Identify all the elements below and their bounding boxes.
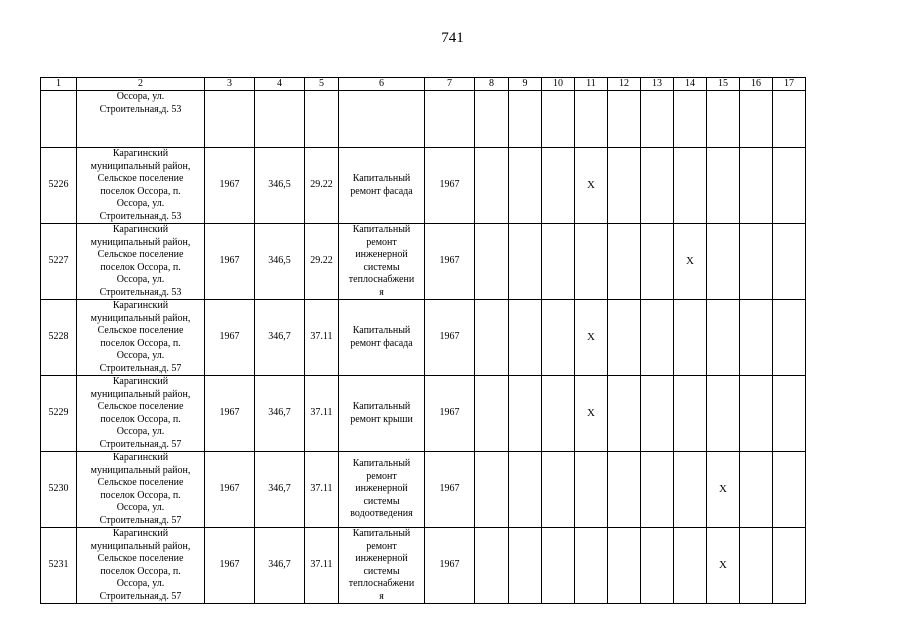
cell-mark-11	[575, 452, 608, 528]
cell-col-16	[740, 376, 773, 452]
cell-col-8	[475, 376, 509, 452]
column-number-3: 3	[205, 78, 255, 91]
column-number-2: 2	[77, 78, 205, 91]
column-number-4: 4	[255, 78, 305, 91]
cell-year-planned: 1967	[425, 224, 475, 300]
cell-mark-15: X	[707, 528, 740, 604]
cell-cost: 29.22	[305, 148, 339, 224]
cell-col-16	[740, 148, 773, 224]
cell-address: Карагинский муниципальный район, Сельское поселение поселок Оссора, п. Оссора, ул. Строительная,д. 57	[77, 300, 205, 376]
cell-col-9	[509, 300, 542, 376]
cell-mark-11: X	[575, 300, 608, 376]
cell-mark-11: X	[575, 148, 608, 224]
cell-mark-14: X	[674, 224, 707, 300]
column-number-6: 6	[339, 78, 425, 91]
cell-col-13	[641, 376, 674, 452]
cell-mark-14	[674, 452, 707, 528]
page-number: 741	[441, 30, 464, 46]
cell-mark-14	[674, 528, 707, 604]
cell-year: 1967	[205, 528, 255, 604]
cell-col-13	[641, 148, 674, 224]
cell-col-16	[740, 224, 773, 300]
cell-cost: 29.22	[305, 224, 339, 300]
cell-year: 1967	[205, 148, 255, 224]
column-number-7: 7	[425, 78, 475, 91]
cell-work-type: Капитальный ремонт инженерной системы теплоснабжени я	[339, 528, 425, 604]
cell-col-10	[542, 528, 575, 604]
cell-col-8	[475, 224, 509, 300]
cell-col-8	[475, 452, 509, 528]
cell-col-16	[740, 528, 773, 604]
cell-col-13	[641, 528, 674, 604]
cell-mark-14	[674, 148, 707, 224]
cell-area: 346,5	[255, 148, 305, 224]
cell-cost: 37.11	[305, 300, 339, 376]
column-number-9: 9	[509, 78, 542, 91]
table-row	[41, 528, 806, 604]
cell-col-12	[608, 452, 641, 528]
cell-year-planned: 1967	[425, 376, 475, 452]
column-number-17: 17	[773, 78, 806, 91]
cell-col-9	[509, 452, 542, 528]
cell-year-planned: 1967	[425, 148, 475, 224]
column-number-10: 10	[542, 78, 575, 91]
table-row	[41, 224, 806, 300]
cell-address	[77, 91, 205, 148]
cell-year-planned: 1967	[425, 300, 475, 376]
cell-cost: 37.11	[305, 452, 339, 528]
table-row	[41, 452, 806, 528]
cell-col-12	[608, 300, 641, 376]
cell-col-8	[475, 300, 509, 376]
cell-col-9	[509, 376, 542, 452]
cell-area: 346,5	[255, 224, 305, 300]
column-number-16: 16	[740, 78, 773, 91]
cell-col-16	[740, 300, 773, 376]
cell-address: Карагинский муниципальный район, Сельское поселение поселок Оссора, п. Оссора, ул. Строительная,д. 57	[77, 452, 205, 528]
cell-col-9	[509, 528, 542, 604]
cell-number: 5226	[41, 148, 77, 224]
continuation-row	[41, 91, 806, 148]
cell-number: 5230	[41, 452, 77, 528]
cell-number: 5231	[41, 528, 77, 604]
address-text: Оссора, ул. Строительная,д. 53	[99, 91, 182, 115]
cell-mark-15	[707, 300, 740, 376]
cell-col-8	[475, 148, 509, 224]
register-table	[40, 77, 806, 604]
cell-work-type: Капитальный ремонт фасада	[339, 300, 425, 376]
cell-address: Карагинский муниципальный район, Сельское поселение поселок Оссора, п. Оссора, ул. Строительная,д. 57	[77, 376, 205, 452]
cell-col-17	[773, 452, 806, 528]
cell-col-17	[773, 224, 806, 300]
cell-col-13	[641, 224, 674, 300]
cell-num	[41, 91, 77, 148]
column-number-8: 8	[475, 78, 509, 91]
cell-col-17	[773, 376, 806, 452]
cell-address: Карагинский муниципальный район, Сельское поселение поселок Оссора, п. Оссора, ул. Строительная,д. 53	[77, 148, 205, 224]
cell-year: 1967	[205, 452, 255, 528]
cell-area: 346,7	[255, 300, 305, 376]
cell-address: Карагинский муниципальный район, Сельское поселение поселок Оссора, п. Оссора, ул. Строительная,д. 53	[77, 224, 205, 300]
cell-area: 346,7	[255, 452, 305, 528]
cell-col-13	[641, 452, 674, 528]
cell-mark-15	[707, 376, 740, 452]
cell-work-type: Капитальный ремонт инженерной системы теплоснабжени я	[339, 224, 425, 300]
cell-col-8	[475, 528, 509, 604]
cell-mark-15	[707, 224, 740, 300]
cell-year-planned: 1967	[425, 452, 475, 528]
cell-mark-14	[674, 376, 707, 452]
cell-col-16	[740, 452, 773, 528]
cell-mark-15: X	[707, 452, 740, 528]
cell-year-planned: 1967	[425, 528, 475, 604]
cell-mark-11	[575, 224, 608, 300]
cell-col-12	[608, 528, 641, 604]
cell-address: Карагинский муниципальный район, Сельское поселение поселок Оссора, п. Оссора, ул. Строительная,д. 57	[77, 528, 205, 604]
column-number-14: 14	[674, 78, 707, 91]
cell-col-10	[542, 376, 575, 452]
column-number-1: 1	[41, 78, 77, 91]
cell-work-type: Капитальный ремонт инженерной системы водоотведения	[339, 452, 425, 528]
column-number-13: 13	[641, 78, 674, 91]
column-number-12: 12	[608, 78, 641, 91]
cell-cost: 37.11	[305, 528, 339, 604]
cell-col-12	[608, 224, 641, 300]
cell-year: 1967	[205, 376, 255, 452]
cell-area: 346,7	[255, 376, 305, 452]
cell-col-9	[509, 148, 542, 224]
cell-col-10	[542, 148, 575, 224]
column-number-5: 5	[305, 78, 339, 91]
cell-year: 1967	[205, 300, 255, 376]
table-row	[41, 148, 806, 224]
cell-year: 1967	[205, 224, 255, 300]
column-number-15: 15	[707, 78, 740, 91]
cell-col-10	[542, 224, 575, 300]
cell-area: 346,7	[255, 528, 305, 604]
cell-col-17	[773, 300, 806, 376]
cell-mark-11	[575, 528, 608, 604]
cell-mark-14	[674, 300, 707, 376]
cell-mark-11: X	[575, 376, 608, 452]
table-row	[41, 300, 806, 376]
cell-mark-15	[707, 148, 740, 224]
cell-work-type: Капитальный ремонт крыши	[339, 376, 425, 452]
cell-number: 5227	[41, 224, 77, 300]
table-row	[41, 376, 806, 452]
cell-col-17	[773, 528, 806, 604]
cell-number: 5228	[41, 300, 77, 376]
cell-col-17	[773, 148, 806, 224]
cell-col-10	[542, 452, 575, 528]
cell-cost: 37.11	[305, 376, 339, 452]
cell-work-type: Капитальный ремонт фасада	[339, 148, 425, 224]
cell-col-12	[608, 376, 641, 452]
cell-col-13	[641, 300, 674, 376]
cell-col-12	[608, 148, 641, 224]
column-number-11: 11	[575, 78, 608, 91]
cell-col-9	[509, 224, 542, 300]
cell-col-10	[542, 300, 575, 376]
cell-number: 5229	[41, 376, 77, 452]
table-body	[41, 78, 806, 604]
column-number-row	[41, 78, 806, 91]
